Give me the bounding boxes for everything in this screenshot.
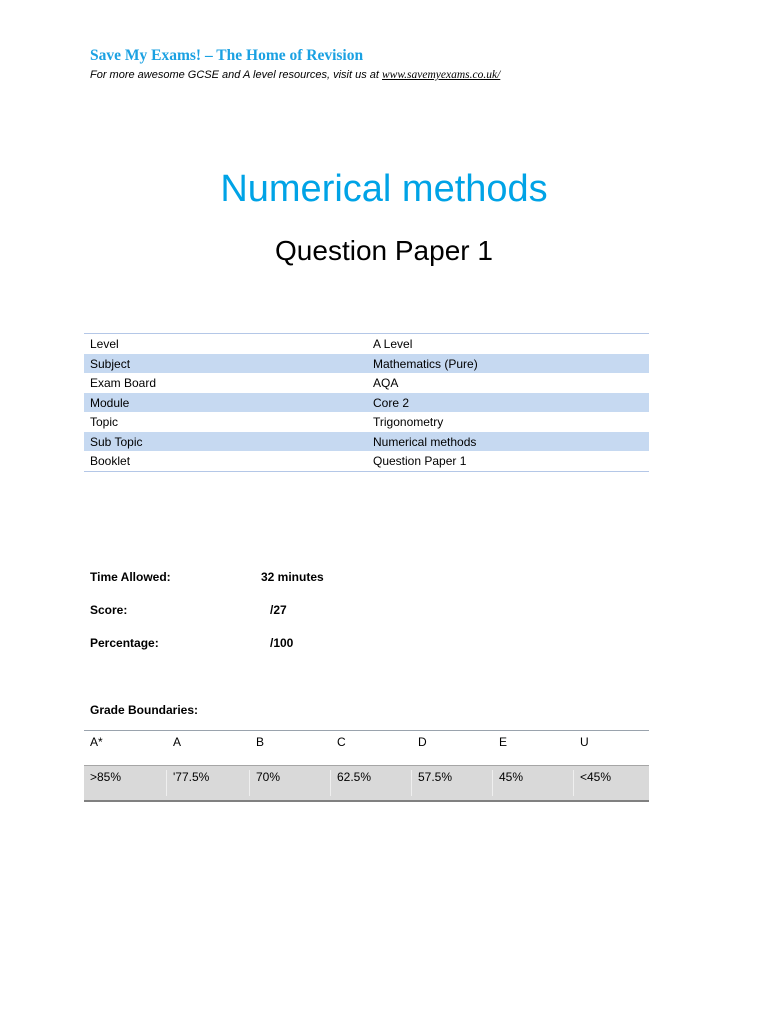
info-row-module: [84, 393, 649, 413]
grade-values-row: [84, 765, 649, 800]
grade-value: 70%: [256, 770, 281, 784]
grade-header: D: [418, 735, 427, 749]
info-key: Exam Board: [90, 376, 157, 390]
info-row-level: [84, 334, 649, 354]
grade-boundaries-label: Grade Boundaries:: [90, 703, 199, 717]
info-row-sub-topic: [84, 432, 649, 452]
grade-header-cell: [84, 735, 165, 761]
info-value: A Level: [373, 337, 413, 351]
document-subtitle: Question Paper 1: [275, 235, 493, 266]
grade-header: U: [580, 735, 589, 749]
site-subtitle: [90, 69, 500, 81]
time-allowed-label: Time Allowed:: [90, 570, 171, 584]
time-allowed-value: 32 minutes: [261, 570, 324, 584]
grade-header-cell: [331, 735, 412, 761]
grade-value-cell: [331, 770, 412, 796]
grade-table: [84, 730, 649, 802]
info-key: Topic: [90, 415, 119, 429]
site-subtitle-text: For more awesome GCSE and A level resources, visit us at: [90, 69, 383, 81]
grade-value: 62.5%: [337, 770, 372, 784]
grade-value: 45%: [499, 770, 524, 784]
grade-value-cell: [574, 770, 649, 796]
grade-header-cell: [493, 735, 574, 761]
grade-value: <45%: [580, 770, 612, 784]
info-value: Trigonometry: [373, 415, 444, 429]
grade-value: '77.5%: [173, 770, 210, 784]
info-key: Module: [90, 395, 130, 410]
info-row-topic: [84, 412, 649, 432]
info-key: Subject: [90, 356, 131, 371]
grade-value-cell: [412, 770, 493, 796]
grade-header-row: [84, 731, 649, 765]
percentage-label: Percentage:: [90, 636, 159, 650]
grade-header-cell: [574, 735, 655, 761]
info-table: [84, 333, 649, 472]
info-key: Booklet: [90, 454, 131, 468]
info-value: AQA: [373, 376, 399, 390]
info-key: Sub Topic: [90, 434, 143, 449]
percentage-value: /100: [270, 636, 294, 650]
site-title: Save My Exams! – The Home of Revision: [90, 47, 364, 64]
info-row-subject: [84, 354, 649, 374]
site-link[interactable]: www.savemyexams.co.uk/: [382, 69, 501, 81]
info-value: Mathematics (Pure): [373, 356, 478, 371]
info-value: Question Paper 1: [373, 454, 467, 468]
grade-value-cell: [167, 770, 250, 796]
grade-value-cell: [250, 770, 331, 796]
score-label: Score:: [90, 603, 128, 617]
info-key: Level: [90, 337, 119, 351]
grade-header-cell: [412, 735, 493, 761]
grade-header-cell: [250, 735, 331, 761]
document-title: Numerical methods: [220, 168, 548, 210]
grade-value-cell: [493, 770, 574, 796]
grade-header-cell: [167, 735, 248, 761]
grade-header: B: [256, 735, 265, 749]
grade-value-cell: [84, 770, 167, 796]
grade-header: C: [337, 735, 346, 749]
info-value: Numerical methods: [373, 434, 477, 449]
grade-header: A*: [90, 735, 103, 749]
score-value: /27: [270, 603, 287, 617]
info-row-exam-board: [84, 373, 649, 393]
info-row-booklet: [84, 451, 649, 471]
grade-value: 57.5%: [418, 770, 453, 784]
grade-header: E: [499, 735, 508, 749]
grade-value: >85%: [90, 770, 122, 784]
grade-header: A: [173, 735, 182, 749]
info-value: Core 2: [373, 395, 410, 410]
